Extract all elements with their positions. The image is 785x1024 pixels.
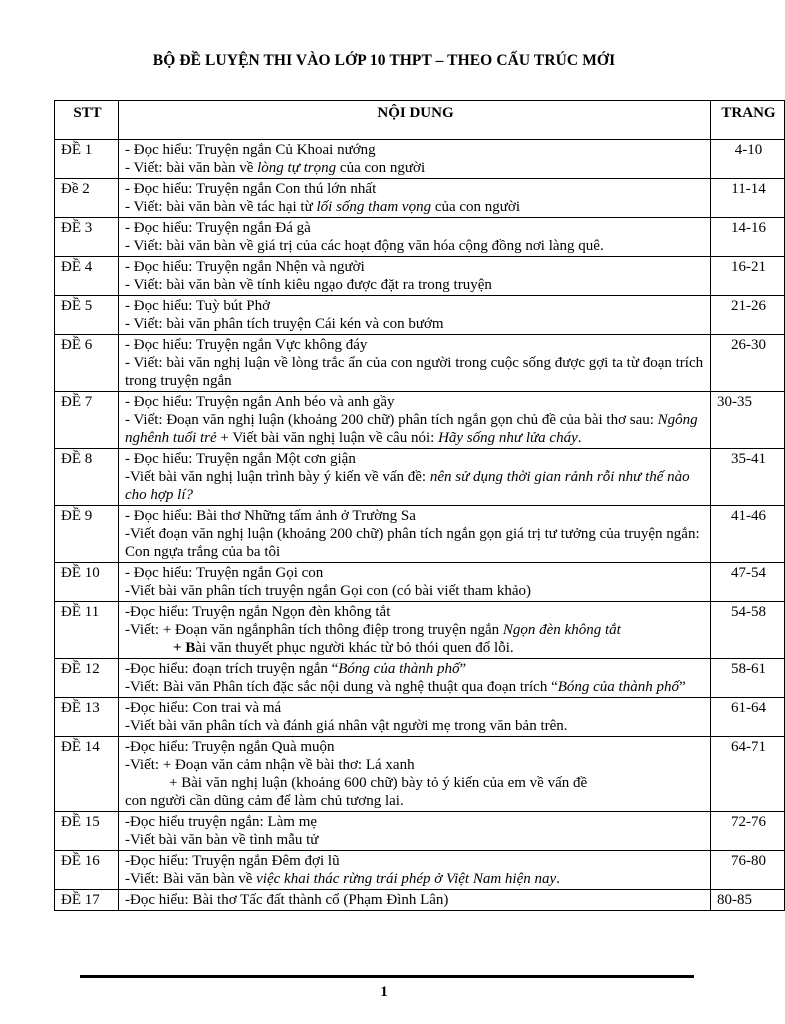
content-line: [125, 219, 706, 237]
row-content: [119, 257, 711, 296]
table-row: [55, 218, 785, 257]
table-row: [55, 449, 785, 506]
table-row: [55, 812, 785, 851]
content-segment: -Đọc hiểu: Truyện ngắn Đêm đợi lũ: [125, 853, 340, 869]
content-segment: - Viết: bài văn bàn về tính kiêu ngạo được đặt ra trong truyện: [125, 277, 492, 293]
content-segment: -Viết bài văn bàn về tình mẫu tử: [125, 832, 319, 848]
table-row: [55, 335, 785, 392]
table-row: [55, 602, 785, 659]
content-segment: Bóng của thành phố: [557, 679, 679, 695]
row-page: 11-14: [711, 179, 785, 218]
row-content: [119, 218, 711, 257]
table-row: [55, 392, 785, 449]
content-line: [125, 891, 706, 909]
row-page: 64-71: [711, 737, 785, 812]
table-row: [55, 890, 785, 911]
contents-table: [54, 100, 785, 911]
row-page: 21-26: [711, 296, 785, 335]
table-row: [55, 737, 785, 812]
content-segment: - Đọc hiểu: Tuỳ bút Phở: [125, 298, 271, 314]
row-stt: ĐỀ 6: [55, 335, 119, 392]
row-stt: ĐỀ 1: [55, 140, 119, 179]
content-segment: - Viết: bài văn bàn về giá trị của các hoạt động văn hóa cộng đồng nơi làng quê.: [125, 238, 604, 254]
row-page: 4-10: [711, 140, 785, 179]
row-stt: ĐỀ 16: [55, 851, 119, 890]
row-stt: ĐỀ 14: [55, 737, 119, 812]
content-segment: -Đọc hiểu: Truyện ngắn Quà muộn: [125, 739, 335, 755]
content-segment: - Viết: bài văn phân tích truyện Cái kén và con bướm: [125, 316, 444, 332]
row-stt: ĐỀ 7: [55, 392, 119, 449]
content-line: [125, 336, 706, 354]
content-line: [125, 756, 706, 774]
row-stt: ĐỀ 10: [55, 563, 119, 602]
row-stt: ĐỀ 17: [55, 890, 119, 911]
row-content: [119, 296, 711, 335]
row-stt: ĐỀ 13: [55, 698, 119, 737]
content-segment: ”: [678, 679, 686, 695]
content-line: [125, 276, 706, 294]
content-segment: -Viết bài văn phân tích và đánh giá nhân vật người mẹ trong văn bản trên.: [125, 718, 568, 734]
content-line: [125, 603, 706, 621]
content-line: [125, 564, 706, 582]
content-line: [125, 774, 706, 792]
row-content: [119, 179, 711, 218]
content-segment: B: [185, 640, 196, 656]
row-content: [119, 449, 711, 506]
content-line: [125, 468, 706, 504]
content-segment: -Đọc hiểu: Truyện ngắn Ngọn đèn không tắt: [125, 604, 391, 620]
row-page: 54-58: [711, 602, 785, 659]
row-content: [119, 659, 711, 698]
table-row: [55, 659, 785, 698]
row-page: 76-80: [711, 851, 785, 890]
content-segment: nên sử dụng thời gian rảnh rỗi như thế nào cho hợp lí?: [125, 469, 690, 503]
row-page: 30-35: [711, 392, 785, 449]
table-row: [55, 296, 785, 335]
content-line: [125, 831, 706, 849]
row-stt: ĐỀ 11: [55, 602, 119, 659]
content-segment: việc khai thác rừng trái phép ở Việt Nam hiện nay: [256, 871, 557, 887]
row-content: [119, 335, 711, 392]
row-content: [119, 812, 711, 851]
row-stt: ĐỀ 5: [55, 296, 119, 335]
content-segment: + Bài văn nghị luận (khoảng 600 chữ) bày tỏ ý kiến của em về vấn đề: [169, 775, 588, 791]
content-segment: -Đọc hiểu: Con trai và má: [125, 700, 282, 716]
table-row: [55, 506, 785, 563]
content-line: [125, 198, 706, 216]
content-line: [125, 354, 706, 390]
content-line: [125, 525, 706, 561]
row-stt: ĐỀ 15: [55, 812, 119, 851]
table-row: [55, 851, 785, 890]
row-page: 80-85: [711, 890, 785, 911]
row-page: 72-76: [711, 812, 785, 851]
row-stt: ĐỀ 4: [55, 257, 119, 296]
content-line: [125, 699, 706, 717]
content-segment: - Đọc hiểu: Bài thơ Những tấm ảnh ở Trường Sa: [125, 508, 416, 524]
row-page: 35-41: [711, 449, 785, 506]
content-line: [125, 582, 706, 600]
content-segment: - Đọc hiểu: Truyện ngắn Một cơn giận: [125, 451, 356, 467]
content-line: [125, 159, 706, 177]
content-line: [125, 450, 706, 468]
content-segment: Hãy sống như lửa cháy: [438, 430, 578, 446]
content-segment: - Đọc hiểu: Truyện ngắn Con thú lớn nhất: [125, 181, 377, 197]
table-row: [55, 698, 785, 737]
row-stt: ĐỀ 3: [55, 218, 119, 257]
table-row: [55, 257, 785, 296]
content-segment: - Viết: bài văn nghị luận về lòng trắc ẩn của con người trong cuộc sống được gợi ta từ đoạn trích trong truyện ngắn: [125, 355, 704, 389]
content-line: [125, 180, 706, 198]
content-line: [125, 315, 706, 333]
content-line: [125, 813, 706, 831]
content-line: [125, 258, 706, 276]
table-row: [55, 140, 785, 179]
content-line: [125, 639, 706, 657]
content-segment: ”: [459, 661, 467, 677]
content-line: [125, 237, 706, 255]
content-line: [125, 393, 706, 411]
content-segment: - Viết: Đoạn văn nghị luận (khoảng 200 chữ) phân tích ngắn gọn chủ đề của bài thơ sau:: [125, 412, 658, 428]
content-segment: Bóng của thành phố: [338, 661, 460, 677]
content-segment: - Đọc hiểu: Truyện ngắn Gọi con: [125, 565, 324, 581]
row-content: [119, 140, 711, 179]
content-line: [125, 792, 706, 810]
content-segment: -Đọc hiểu: đoạn trích truyện ngắn “: [125, 661, 339, 677]
page-number: 1: [380, 984, 388, 1000]
content-segment: -Đọc hiểu truyện ngắn: Làm mẹ: [125, 814, 318, 830]
content-segment: .: [556, 871, 560, 887]
content-segment: - Đọc hiểu: Truyện ngắn Nhện và người: [125, 259, 365, 275]
content-segment: Ngông nghênh tuổi trẻ: [125, 412, 698, 446]
row-page: 16-21: [711, 257, 785, 296]
content-segment: .: [577, 430, 582, 446]
content-line: [125, 870, 706, 888]
content-segment: + Viết bài văn nghị luận về câu nói:: [216, 430, 439, 446]
content-line: [125, 678, 706, 696]
row-stt: ĐỀ 8: [55, 449, 119, 506]
row-content: [119, 698, 711, 737]
row-page: 14-16: [711, 218, 785, 257]
content-segment: - Đọc hiểu: Truyện ngắn Đá gà: [125, 220, 311, 236]
table-row: [55, 179, 785, 218]
content-line: [125, 141, 706, 159]
content-segment: ài văn thuyết phục người khác từ bỏ thói quen đổ lỗi.: [195, 640, 514, 656]
row-page: 61-64: [711, 698, 785, 737]
content-segment: của con người: [431, 199, 521, 215]
content-line: [125, 297, 706, 315]
document-title: BỘ ĐỀ LUYỆN THI VÀO LỚP 10 THPT – THEO CẤU TRÚC MỚI: [152, 52, 616, 69]
content-line: [125, 717, 706, 735]
content-segment: -Viết đoạn văn nghị luận (khoảng 200 chữ) phân tích ngắn gọn giá trị tư tưởng của truyện ngắn: Con ngựa trắng của ba tôi: [125, 526, 700, 560]
content-segment: - Đọc hiểu: Truyện ngắn Vực không đáy: [125, 337, 368, 353]
header-content: NỘI DUNG: [119, 101, 711, 140]
row-content: [119, 737, 711, 812]
content-segment: -Viết: Bài văn bàn về: [125, 871, 257, 887]
content-line: [125, 852, 706, 870]
row-stt: ĐỀ 12: [55, 659, 119, 698]
row-page: 26-30: [711, 335, 785, 392]
content-segment: -Viết: + Đoạn văn ngắnphân tích thông điệp trong truyện ngắn: [125, 622, 503, 638]
row-page: 58-61: [711, 659, 785, 698]
table-row: [55, 563, 785, 602]
table-header-row: [55, 101, 785, 140]
content-segment: lối sống tham vọng: [316, 199, 432, 215]
content-segment: Ngọn đèn không tắt: [502, 622, 621, 638]
content-segment: - Đọc hiểu: Truyện ngắn Anh béo và anh gầy: [125, 394, 395, 410]
content-line: [125, 411, 706, 447]
row-stt: ĐỀ 9: [55, 506, 119, 563]
content-segment: -Viết: Bài văn Phân tích đặc sắc nội dung và nghệ thuật qua đoạn trích “: [125, 679, 558, 695]
content-segment: - Viết: bài văn bàn về: [125, 160, 258, 176]
content-segment: - Đọc hiểu: Truyện ngắn Củ Khoai nướng: [125, 142, 376, 158]
content-segment: -Viết bài văn nghị luận trình bày ý kiến về vấn đề:: [125, 469, 430, 485]
content-line: [125, 660, 706, 678]
footer-rule: [80, 975, 694, 978]
header-page: TRANG: [711, 101, 785, 140]
row-page: 41-46: [711, 506, 785, 563]
content-line: [125, 507, 706, 525]
content-segment: -Viết bài văn phân tích truyện ngắn Gọi con (có bài viết tham khảo): [125, 583, 532, 599]
header-stt: STT: [55, 101, 119, 140]
row-page: 47-54: [711, 563, 785, 602]
content-segment: - Viết: bài văn bàn về tác hại từ: [125, 199, 317, 215]
row-content: [119, 890, 711, 911]
content-segment: -Viết: + Đoạn văn cảm nhận về bài thơ: Lá xanh: [125, 757, 415, 773]
content-segment: -Đọc hiểu: Bài thơ Tấc đất thành cổ (Phạm Đình Lân): [125, 892, 449, 908]
content-segment: của con người: [336, 160, 426, 176]
row-content: [119, 602, 711, 659]
row-stt: Đề 2: [55, 179, 119, 218]
row-content: [119, 851, 711, 890]
content-segment: +: [173, 640, 186, 656]
row-content: [119, 506, 711, 563]
row-content: [119, 392, 711, 449]
content-segment: lòng tự trọng: [257, 160, 337, 176]
content-line: [125, 621, 706, 639]
row-content: [119, 563, 711, 602]
content-segment: con người cần dũng cảm để làm chủ tương lai.: [125, 793, 404, 809]
content-line: [125, 738, 706, 756]
